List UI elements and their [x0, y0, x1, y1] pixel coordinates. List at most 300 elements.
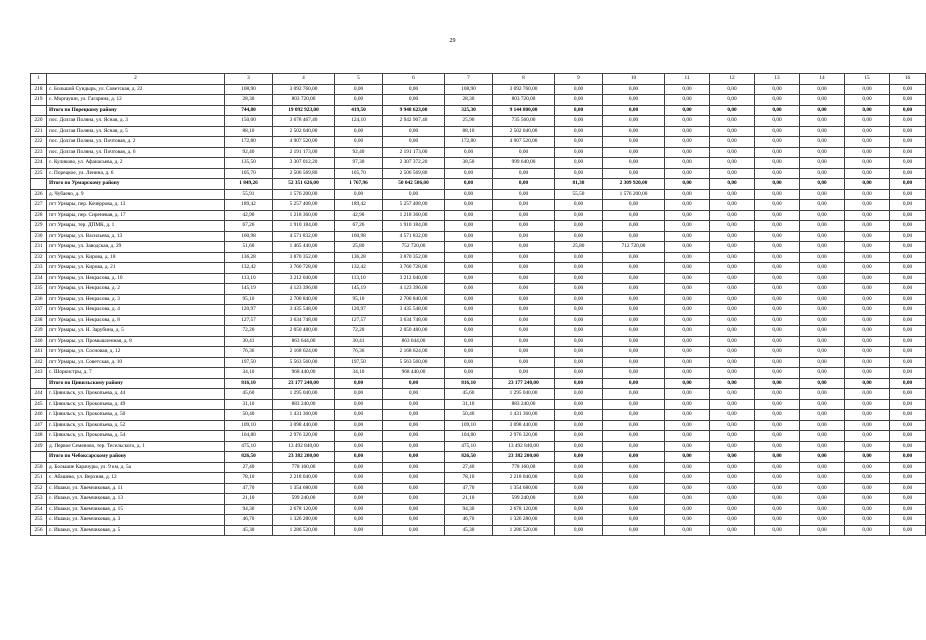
value-cell: 0,00: [665, 210, 710, 221]
value-cell: 0,00: [710, 378, 755, 389]
cost-cell: 0,00: [603, 168, 665, 179]
value-cell: 0,00: [800, 431, 845, 442]
total-cost-cell: 3 307 012,20: [273, 158, 335, 169]
address-cell: пгт Урмары, пер. Сиреневая, д. 17: [47, 210, 225, 221]
value-cell: 0,00: [710, 420, 755, 431]
area-cell: 0,00: [445, 357, 493, 368]
value-cell: 0,00: [800, 147, 845, 158]
column-number: 4: [273, 74, 335, 85]
cost-cell: 1 910 184,00: [383, 221, 445, 232]
total-cost-cell: 883 240,00: [273, 399, 335, 410]
area-cell: 0,00: [555, 473, 603, 484]
total-cost-cell: 2 678 120,00: [273, 504, 335, 515]
subtotal-row: [31, 105, 926, 116]
value-cell: 0,00: [800, 378, 845, 389]
cost-cell: 3 435 548,00: [383, 305, 445, 316]
total-area-cell: 132,42: [225, 263, 273, 274]
row-number: 248: [31, 431, 47, 442]
area-cell: 0,00: [335, 389, 383, 400]
area-cell: 0,00: [555, 347, 603, 358]
value-cell: 0,00: [755, 137, 800, 148]
value-cell: 0,00: [800, 242, 845, 253]
total-cost-cell: 52 351 626,00: [273, 179, 335, 190]
cost-cell: 0,00: [603, 116, 665, 127]
value-cell: 0,00: [890, 126, 926, 137]
value-cell: 0,00: [800, 116, 845, 127]
total-area-cell: 172,80: [225, 137, 273, 148]
value-cell: 0,00: [665, 483, 710, 494]
value-cell: 0,00: [800, 231, 845, 242]
cost-cell: 968 440,00: [383, 368, 445, 379]
value-cell: 0,00: [845, 284, 890, 295]
area-cell: 0,00: [445, 200, 493, 211]
table-row: [31, 273, 926, 284]
address-cell: с. Куликово, ул. Афанасьева, д. 2: [47, 158, 225, 169]
value-cell: 0,00: [890, 284, 926, 295]
row-number: 255: [31, 515, 47, 526]
value-cell: 0,00: [665, 473, 710, 484]
address-cell: г. Цивильск, ул. Прокопьева, д. 52: [47, 420, 225, 431]
row-number: 237: [31, 305, 47, 316]
value-cell: 0,00: [800, 158, 845, 169]
column-number: 11: [665, 74, 710, 85]
area-cell: 45,60: [445, 389, 493, 400]
value-cell: 0,00: [710, 95, 755, 106]
address-cell: г. Цивильск, ул. Прокопьева, д. 49: [47, 399, 225, 410]
cost-cell: 0,00: [603, 399, 665, 410]
value-cell: 0,00: [755, 452, 800, 463]
cost-cell: 0,00: [493, 252, 555, 263]
total-area-cell: 30,41: [225, 336, 273, 347]
area-cell: 88,10: [445, 126, 493, 137]
value-cell: 0,00: [665, 410, 710, 421]
cost-cell: 0,00: [383, 525, 445, 536]
value-cell: 0,00: [710, 137, 755, 148]
value-cell: 0,00: [890, 231, 926, 242]
table-row: [31, 515, 926, 526]
total-area-cell: 189,42: [225, 200, 273, 211]
value-cell: 0,00: [800, 210, 845, 221]
cost-cell: 0,00: [603, 105, 665, 116]
row-number: 247: [31, 420, 47, 431]
value-cell: 0,00: [890, 389, 926, 400]
value-cell: 0,00: [755, 242, 800, 253]
value-cell: 0,00: [800, 263, 845, 274]
total-area-cell: 108,90: [225, 84, 273, 95]
area-cell: 0,00: [555, 105, 603, 116]
cost-cell: 0,00: [493, 200, 555, 211]
total-cost-cell: 1 326 280,00: [273, 515, 335, 526]
value-cell: 0,00: [710, 294, 755, 305]
value-cell: 0,00: [890, 368, 926, 379]
column-number: 13: [755, 74, 800, 85]
cost-cell: 0,00: [603, 378, 665, 389]
value-cell: 0,00: [665, 420, 710, 431]
cost-cell: 2 168 624,00: [383, 347, 445, 358]
value-cell: 0,00: [800, 410, 845, 421]
value-cell: 0,00: [890, 252, 926, 263]
table-row: [31, 420, 926, 431]
value-cell: 0,00: [665, 221, 710, 232]
value-cell: 0,00: [845, 252, 890, 263]
total-area-cell: 109,10: [225, 420, 273, 431]
value-cell: 0,00: [890, 105, 926, 116]
total-cost-cell: 1 218 360,00: [273, 210, 335, 221]
cost-cell: 3 870 352,00: [383, 252, 445, 263]
address-cell: пгт Урмары, ул. Советская, д. 10: [47, 357, 225, 368]
area-cell: 816,10: [445, 378, 493, 389]
value-cell: 0,00: [890, 399, 926, 410]
cost-cell: 0,00: [493, 221, 555, 232]
value-cell: 0,00: [845, 462, 890, 473]
area-cell: 0,00: [555, 410, 603, 421]
total-cost-cell: 2 191 173,00: [273, 147, 335, 158]
cost-cell: 0,00: [383, 189, 445, 200]
area-cell: 0,00: [555, 483, 603, 494]
area-cell: 108,90: [445, 84, 493, 95]
value-cell: 0,00: [755, 441, 800, 452]
value-cell: 0,00: [845, 525, 890, 536]
address-cell: пгт Урмары, пер. Кочеррова, д. 13: [47, 200, 225, 211]
total-cost-cell: 1 295 040,00: [273, 389, 335, 400]
value-cell: 0,00: [755, 147, 800, 158]
value-cell: 0,00: [890, 378, 926, 389]
value-cell: 0,00: [710, 273, 755, 284]
value-cell: 0,00: [710, 126, 755, 137]
value-cell: 0,00: [800, 336, 845, 347]
table-row: [31, 525, 926, 536]
total-area-cell: 105,70: [225, 168, 273, 179]
total-cost-cell: 13 492 840,00: [273, 441, 335, 452]
table-row: [31, 242, 926, 253]
address-cell: с. Ишаки, ул. Хвемчиковая, д. 3: [47, 515, 225, 526]
address-cell: пгт Урмары, ул. Некрасова, д. 8: [47, 315, 225, 326]
cost-cell: 0,00: [493, 179, 555, 190]
total-cost-cell: 23 382 200,00: [273, 452, 335, 463]
cost-cell: 0,00: [603, 420, 665, 431]
cost-cell: 5 257 408,00: [383, 200, 445, 211]
value-cell: 0,00: [710, 431, 755, 442]
cost-cell: 735 560,00: [493, 116, 555, 127]
value-cell: 0,00: [665, 137, 710, 148]
value-cell: 0,00: [890, 336, 926, 347]
area-cell: 0,00: [445, 347, 493, 358]
value-cell: 0,00: [665, 263, 710, 274]
cost-cell: 599 240,00: [493, 494, 555, 505]
total-cost-cell: 3 870 352,00: [273, 252, 335, 263]
value-cell: 0,00: [845, 105, 890, 116]
table-row: [31, 147, 926, 158]
address-cell: пгт Урмары, ул. Сосновая, д. 12: [47, 347, 225, 358]
value-cell: 0,00: [890, 221, 926, 232]
value-cell: 0,00: [890, 494, 926, 505]
value-cell: 0,00: [665, 105, 710, 116]
total-area-cell: 92,40: [225, 147, 273, 158]
row-number: 256: [31, 525, 47, 536]
total-area-cell: 136,28: [225, 252, 273, 263]
column-number: 16: [890, 74, 926, 85]
total-area-cell: 67,26: [225, 221, 273, 232]
cost-cell: 23 382 200,00: [493, 452, 555, 463]
value-cell: 0,00: [755, 357, 800, 368]
area-cell: 0,00: [445, 273, 493, 284]
area-cell: 0,00: [555, 452, 603, 463]
table-row: [31, 116, 926, 127]
total-cost-cell: 19 092 923,00: [273, 105, 335, 116]
value-cell: 0,00: [845, 200, 890, 211]
area-cell: 0,00: [445, 210, 493, 221]
area-cell: 0,00: [335, 431, 383, 442]
value-cell: 0,00: [710, 315, 755, 326]
value-cell: 0,00: [800, 126, 845, 137]
table-row: [31, 252, 926, 263]
cost-cell: 50 042 506,00: [383, 179, 445, 190]
total-area-cell: 21,10: [225, 494, 273, 505]
total-area-cell: 826,50: [225, 452, 273, 463]
area-cell: 55,50: [555, 189, 603, 200]
value-cell: 0,00: [845, 515, 890, 526]
total-area-cell: 45,30: [225, 525, 273, 536]
total-area-cell: 88,10: [225, 126, 273, 137]
table-row: [31, 305, 926, 316]
area-cell: 30,41: [335, 336, 383, 347]
value-cell: 0,00: [845, 242, 890, 253]
value-cell: 0,00: [755, 399, 800, 410]
cost-cell: 0,00: [383, 515, 445, 526]
table-row: [31, 189, 926, 200]
value-cell: 0,00: [890, 504, 926, 515]
value-cell: 0,00: [755, 126, 800, 137]
area-cell: 72,20: [335, 326, 383, 337]
total-cost-cell: 3 678 467,40: [273, 116, 335, 127]
row-number: 236: [31, 294, 47, 305]
value-cell: 0,00: [800, 399, 845, 410]
area-cell: 0,00: [445, 368, 493, 379]
value-cell: 0,00: [665, 116, 710, 127]
cost-cell: 863 644,00: [383, 336, 445, 347]
table-row: [31, 399, 926, 410]
area-cell: 132,42: [335, 263, 383, 274]
value-cell: 0,00: [890, 294, 926, 305]
area-cell: 120,97: [335, 305, 383, 316]
value-cell: 0,00: [800, 200, 845, 211]
cost-cell: 0,00: [383, 431, 445, 442]
area-cell: 92,40: [335, 147, 383, 158]
value-cell: 0,00: [710, 252, 755, 263]
value-cell: 0,00: [710, 231, 755, 242]
value-cell: 0,00: [755, 179, 800, 190]
row-number: 252: [31, 483, 47, 494]
value-cell: 0,00: [845, 504, 890, 515]
area-cell: 104,80: [445, 431, 493, 442]
row-number: 251: [31, 473, 47, 484]
value-cell: 0,00: [755, 210, 800, 221]
row-number: 249: [31, 441, 47, 452]
cost-cell: 0,00: [603, 294, 665, 305]
area-cell: 419,50: [335, 105, 383, 116]
area-cell: 0,00: [555, 137, 603, 148]
area-cell: 67,26: [335, 221, 383, 232]
address-cell: пос. Долгая Поляна, ул. Почтовая, д. 6: [47, 147, 225, 158]
address-cell: пос. Долгая Поляна, ул. Почтовая, д. 2: [47, 137, 225, 148]
cost-cell: 0,00: [603, 410, 665, 421]
area-cell: 0,00: [335, 515, 383, 526]
cost-cell: 0,00: [383, 420, 445, 431]
value-cell: 0,00: [845, 399, 890, 410]
value-cell: 0,00: [800, 420, 845, 431]
row-number: 239: [31, 326, 47, 337]
value-cell: 0,00: [755, 515, 800, 526]
cost-cell: 0,00: [603, 147, 665, 158]
value-cell: 0,00: [890, 210, 926, 221]
area-cell: 0,00: [555, 399, 603, 410]
cost-cell: 1 431 360,00: [493, 410, 555, 421]
area-cell: 0,00: [445, 189, 493, 200]
value-cell: 0,00: [710, 473, 755, 484]
cost-cell: 0,00: [603, 357, 665, 368]
column-number: 1: [31, 74, 47, 85]
value-cell: 0,00: [710, 441, 755, 452]
area-cell: 197,50: [335, 357, 383, 368]
value-cell: 0,00: [845, 273, 890, 284]
area-cell: 0,00: [335, 95, 383, 106]
value-cell: 0,00: [665, 168, 710, 179]
value-cell: 0,00: [890, 168, 926, 179]
cost-cell: 0,00: [493, 263, 555, 274]
address-cell: д. Большие Карачуры, ул. 9 км, д. 5а: [47, 462, 225, 473]
value-cell: 0,00: [665, 315, 710, 326]
area-cell: 0,00: [555, 168, 603, 179]
table-row: [31, 168, 926, 179]
area-cell: 0,00: [445, 252, 493, 263]
cost-cell: 0,00: [493, 231, 555, 242]
address-cell: с. Шоркистры, д. 7: [47, 368, 225, 379]
cost-cell: 2 976 320,00: [493, 431, 555, 442]
value-cell: 0,00: [665, 347, 710, 358]
cost-cell: 752 720,00: [383, 242, 445, 253]
table-row: [31, 263, 926, 274]
total-cost-cell: 4 123 396,00: [273, 284, 335, 295]
value-cell: 0,00: [755, 347, 800, 358]
value-cell: 0,00: [710, 357, 755, 368]
value-cell: 0,00: [845, 326, 890, 337]
area-cell: 0,00: [335, 399, 383, 410]
area-cell: 0,00: [555, 368, 603, 379]
value-cell: 0,00: [845, 452, 890, 463]
value-cell: 0,00: [755, 326, 800, 337]
value-cell: 0,00: [710, 326, 755, 337]
address-cell: пос. Долгая Поляна, ул. Ясная, д. 3: [47, 116, 225, 127]
value-cell: 0,00: [755, 189, 800, 200]
total-cost-cell: 23 177 240,00: [273, 378, 335, 389]
row-number: 246: [31, 410, 47, 421]
area-cell: 0,00: [335, 504, 383, 515]
area-cell: 0,00: [445, 336, 493, 347]
cost-cell: 0,00: [603, 368, 665, 379]
value-cell: 0,00: [845, 494, 890, 505]
total-cost-cell: 1 431 360,00: [273, 410, 335, 421]
area-cell: 47,70: [445, 483, 493, 494]
cost-cell: 0,00: [603, 126, 665, 137]
value-cell: 0,00: [665, 462, 710, 473]
area-cell: 0,00: [555, 221, 603, 232]
value-cell: 0,00: [845, 263, 890, 274]
value-cell: 0,00: [755, 168, 800, 179]
total-area-cell: 55,91: [225, 189, 273, 200]
area-cell: 0,00: [445, 305, 493, 316]
row-number: 254: [31, 504, 47, 515]
value-cell: 0,00: [710, 515, 755, 526]
total-area-cell: 27,40: [225, 462, 273, 473]
area-cell: 0,00: [555, 210, 603, 221]
area-cell: 124,10: [335, 116, 383, 127]
cost-cell: 0,00: [603, 200, 665, 211]
cost-cell: 0,00: [603, 494, 665, 505]
address-cell: с. Большой Сундырь, ул. Советская, д. 22: [47, 84, 225, 95]
total-cost-cell: 4 571 832,00: [273, 231, 335, 242]
cost-cell: 4 571 832,00: [383, 231, 445, 242]
area-cell: 0,00: [445, 315, 493, 326]
value-cell: 0,00: [845, 231, 890, 242]
value-cell: 0,00: [845, 378, 890, 389]
column-number: 3: [225, 74, 273, 85]
value-cell: 0,00: [800, 441, 845, 452]
value-cell: 0,00: [800, 368, 845, 379]
area-cell: 46,70: [445, 515, 493, 526]
value-cell: 0,00: [845, 168, 890, 179]
value-cell: 0,00: [845, 179, 890, 190]
value-cell: 0,00: [665, 95, 710, 106]
value-cell: 0,00: [800, 221, 845, 232]
row-number: 250: [31, 462, 47, 473]
cost-cell: 0,00: [603, 158, 665, 169]
area-cell: 25,90: [445, 116, 493, 127]
area-cell: 0,00: [445, 168, 493, 179]
cost-cell: 0,00: [603, 389, 665, 400]
value-cell: 0,00: [800, 347, 845, 358]
value-cell: 0,00: [800, 105, 845, 116]
total-area-cell: 94,30: [225, 504, 273, 515]
total-cost-cell: 2 168 624,00: [273, 347, 335, 358]
row-number: 226: [31, 189, 47, 200]
area-cell: 826,50: [445, 452, 493, 463]
cost-cell: 2 700 840,00: [383, 294, 445, 305]
cost-cell: 2 942 907,40: [383, 116, 445, 127]
area-cell: 0,00: [445, 284, 493, 295]
column-number: 15: [845, 74, 890, 85]
total-area-cell: 113,10: [225, 273, 273, 284]
area-cell: 0,00: [335, 378, 383, 389]
value-cell: 0,00: [800, 252, 845, 263]
address-cell: с. Порецкое, ул. Ленина, д. 6: [47, 168, 225, 179]
area-cell: 0,00: [555, 315, 603, 326]
row-number: 218: [31, 84, 47, 95]
row-number: 219: [31, 95, 47, 106]
cost-cell: 0,00: [383, 452, 445, 463]
column-number: 9: [555, 74, 603, 85]
area-cell: 0,00: [555, 504, 603, 515]
value-cell: 0,00: [800, 326, 845, 337]
row-number: 227: [31, 200, 47, 211]
total-cost-cell: 3 634 748,00: [273, 315, 335, 326]
value-cell: 0,00: [710, 158, 755, 169]
value-cell: 0,00: [845, 116, 890, 127]
area-cell: 0,00: [445, 147, 493, 158]
cost-cell: 712 720,00: [603, 242, 665, 253]
value-cell: 0,00: [755, 84, 800, 95]
table-row: [31, 221, 926, 232]
value-cell: 0,00: [845, 315, 890, 326]
